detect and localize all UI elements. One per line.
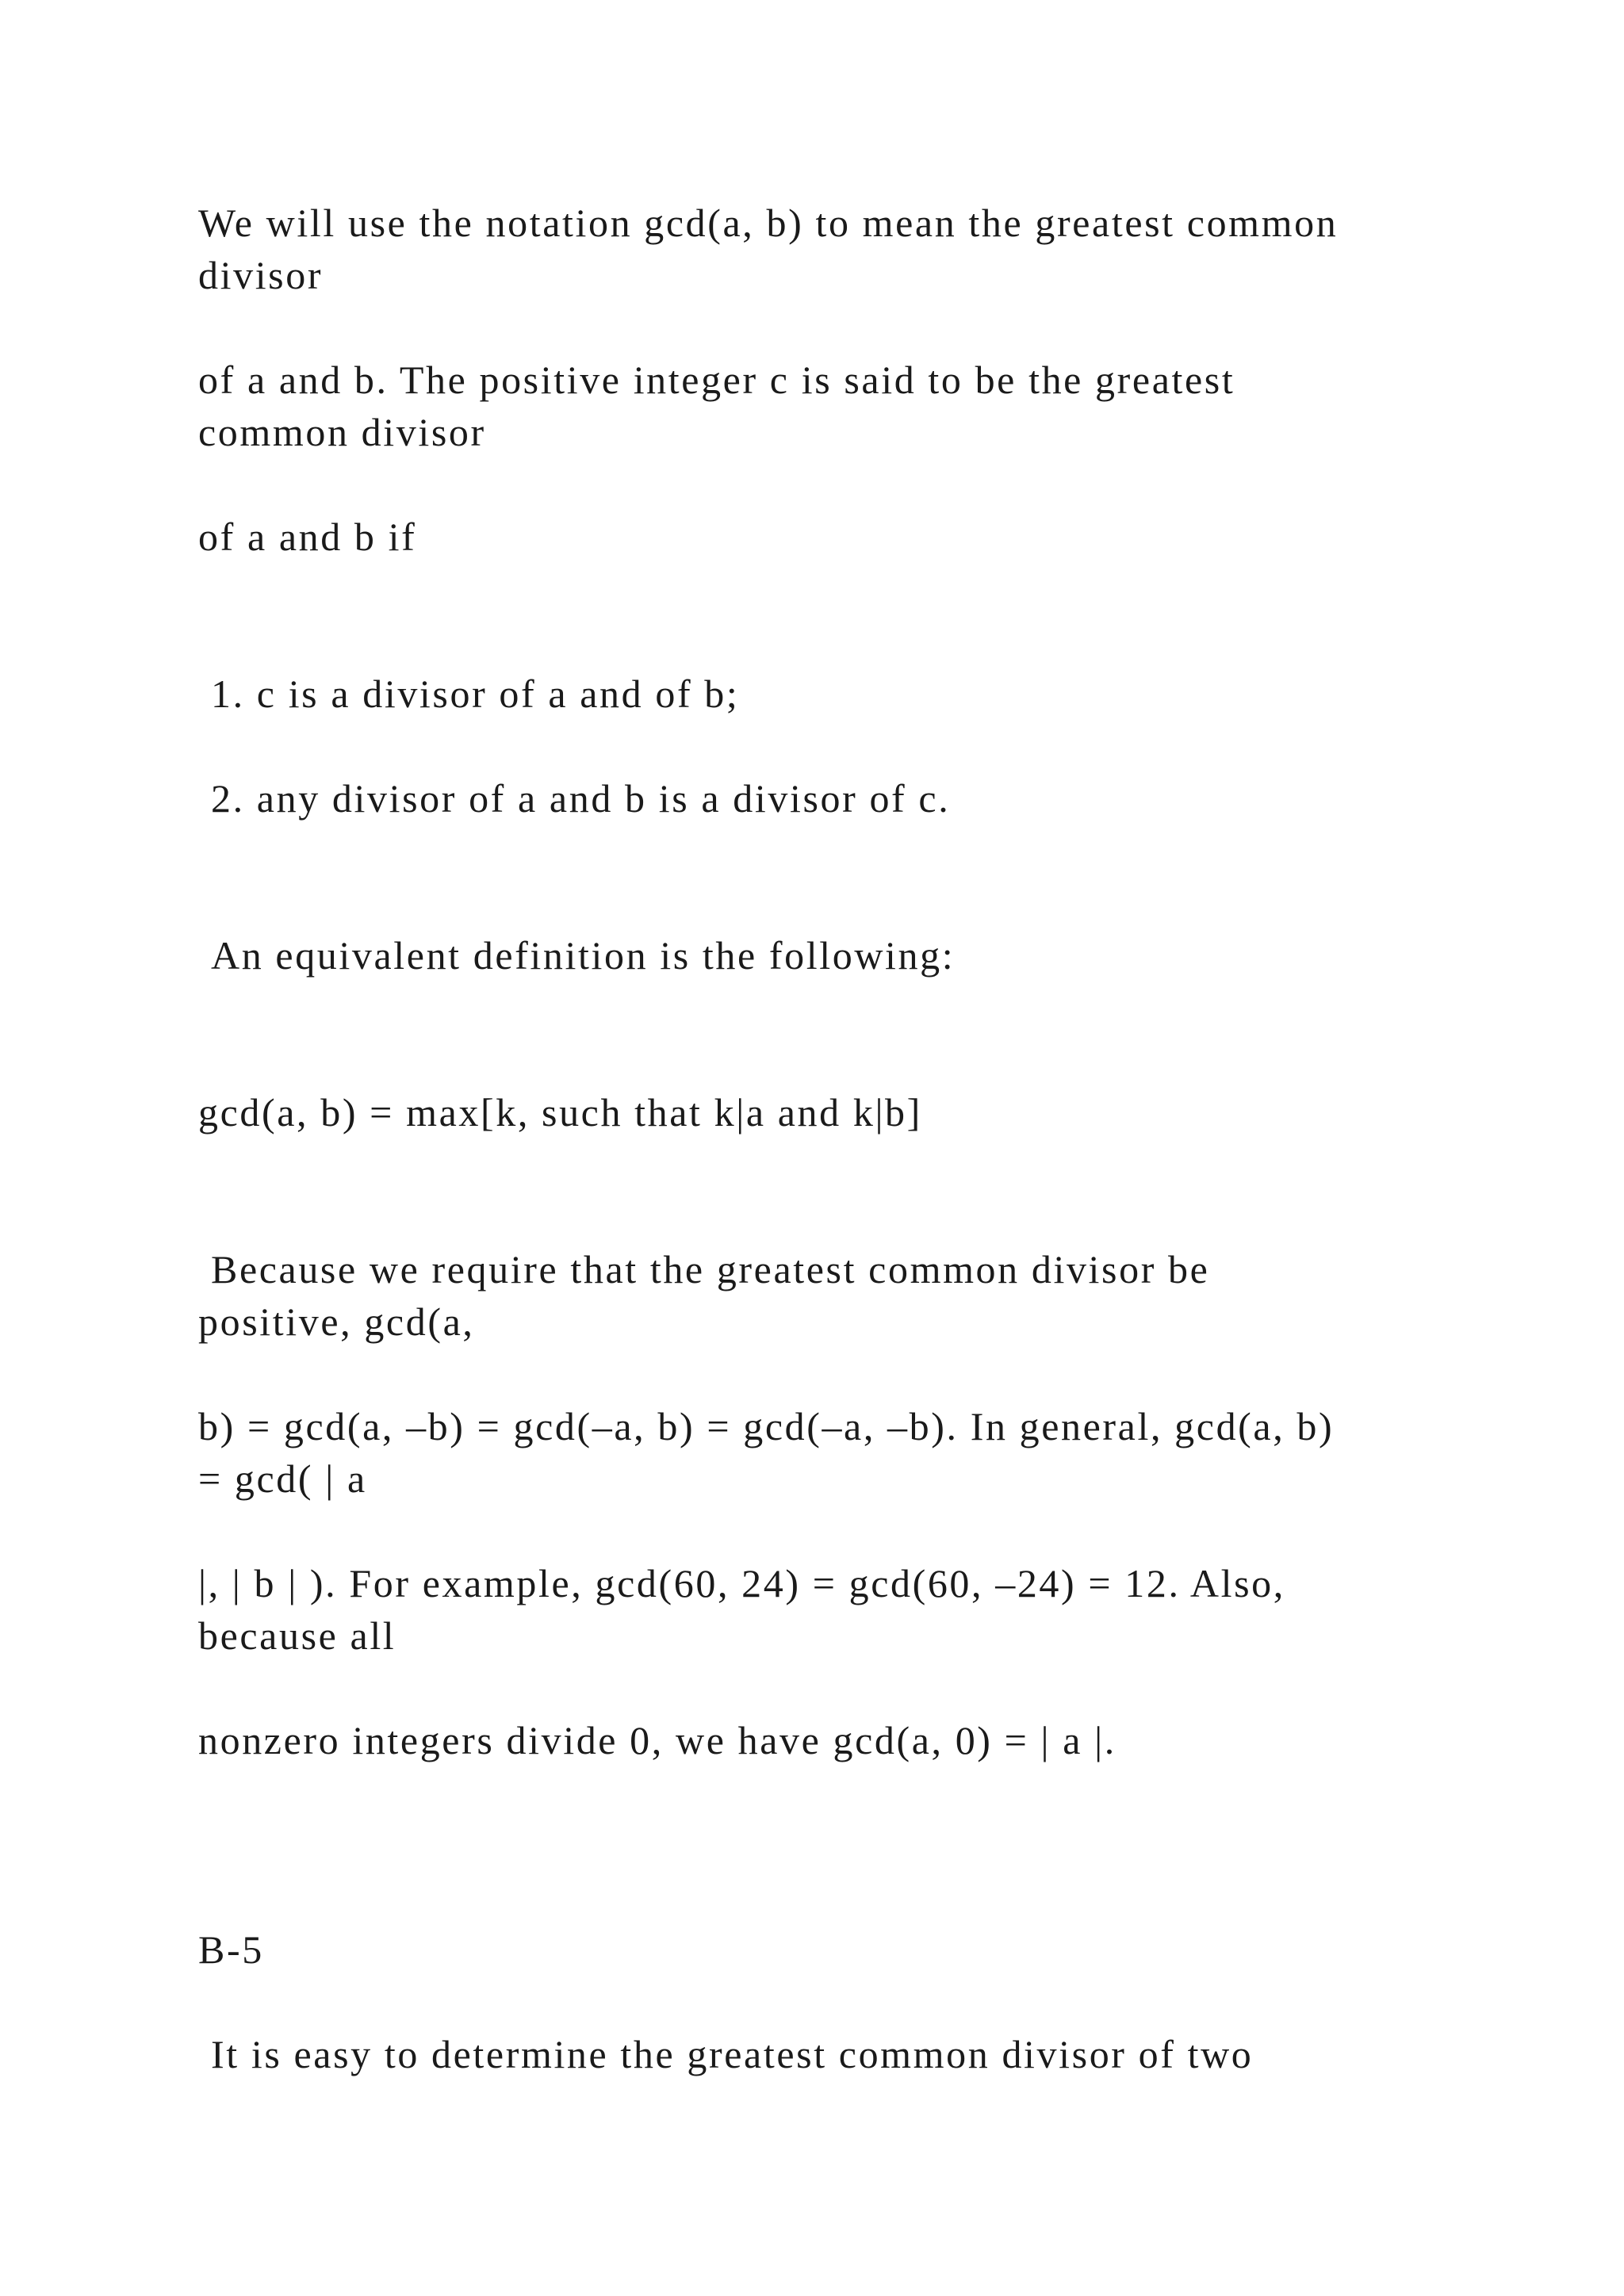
paragraph-1-line-1: We will use the notation gcd(a, b) to mean the greatest common (198, 201, 1339, 245)
paragraph-2-line-2: common divisor (198, 410, 486, 454)
paragraph-9: It is easy to determine the greatest common divisor of two (211, 2032, 1254, 2076)
paragraph-7-line-1: |, | b | ). For example, gcd(60, 24) = gcd(60, –24) = 12. Also, (198, 1561, 1285, 1605)
formula: gcd(a, b) = max[k, such that k|a and k|b] (198, 1090, 922, 1135)
paragraph-8: nonzero integers divide 0, we have gcd(a, 0) = | a |. (198, 1718, 1116, 1762)
paragraph-5-line-1: Because we require that the greatest common divisor be (211, 1247, 1210, 1292)
list-item: 2. any divisor of a and b is a divisor of c. (211, 776, 951, 821)
page-label: B-5 (198, 1927, 264, 1972)
list-item: 1. c is a divisor of a and of b; (211, 672, 740, 716)
paragraph-6-line-2: = gcd( | a (198, 1456, 367, 1501)
paragraph-5-line-2: positive, gcd(a, (198, 1299, 475, 1344)
paragraph-2-line-1: of a and b. The positive integer c is said to be the greatest (198, 358, 1235, 402)
paragraph-4: An equivalent definition is the following: (211, 933, 956, 978)
paragraph-7-line-2: because all (198, 1613, 396, 1658)
paragraph-3: of a and b if (198, 515, 417, 559)
paragraph-1-line-2: divisor (198, 253, 324, 297)
paragraph-6-line-1: b) = gcd(a, –b) = gcd(–a, b) = gcd(–a, –b). In general, gcd(a, b) (198, 1404, 1335, 1448)
